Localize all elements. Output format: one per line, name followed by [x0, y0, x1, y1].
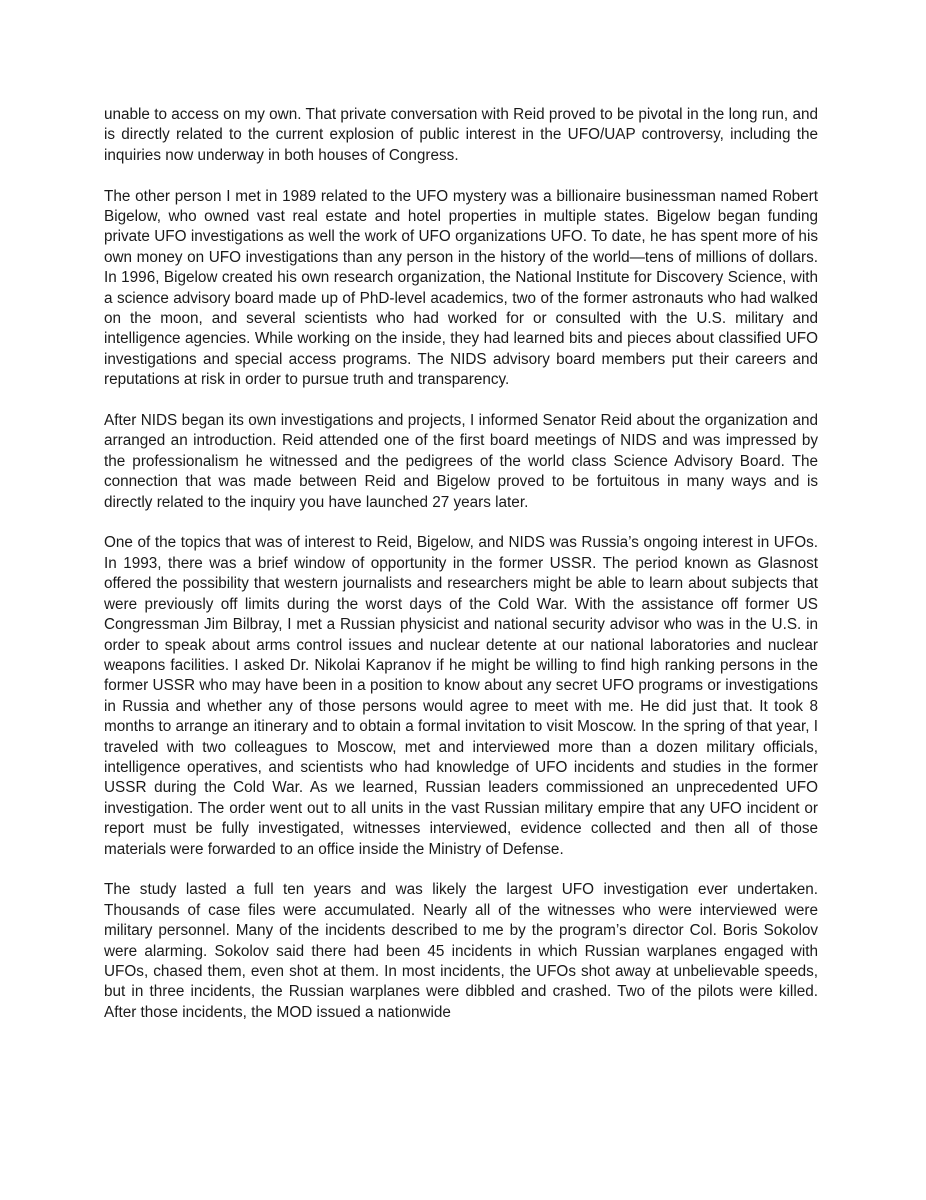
paragraph-reid-conversation: unable to access on my own. That private conversation with Reid proved to be pivotal in the long run, and is directly related to the current explosion of public interest in the UFO/UAP controversy, including the inquiries now underway in both houses of Congress.: [104, 106, 818, 164]
paragraph-bigelow: The other person I met in 1989 related to the UFO mystery was a billionaire businessman named Robert Bigelow, who owned vast real estate and hotel properties in multiple states. Bigelow began funding private UFO investigations as well the work of UFO organizations UFO. To date, he has spent more of his own money on UFO investigations than any person in the history of the world—tens of millions of dollars. In 1996, Bigelow created his own research organization, the National Institute for Discovery Science, with a science advisory board made up of PhD-level academics, two of the former astronauts who had walked on the moon, and several scientists who had worked for or consulted with the U.S. military and intelligence agencies. While working on the inside, they had learned bits and pieces about classified UFO investigations and special access programs. The NIDS advisory board members put their careers and reputations at risk in order to pursue truth and transparency.: [104, 187, 818, 389]
paragraph-nids-introduction: After NIDS began its own investigations and projects, I informed Senator Reid about the organization and arranged an introduction. Reid attended one of the first board meetings of NIDS and was impressed by the professionalism he witnessed and the pedigrees of the world class Science Advisory Board. The connection that was made between Reid and Bigelow proved to be fortuitous in many ways and is directly related to the inquiry you have launched 27 years later.: [104, 412, 818, 511]
paragraph-russian-study: The study lasted a full ten years and was likely the largest UFO investigation ever undertaken. Thousands of case files were accumulated. Nearly all of the witnesses who were interviewed were military personnel. Many of the incidents described to me by the program’s director Col. Boris Sokolov were alarming. Sokolov said there had been 45 incidents in which Russian warplanes engaged with UFOs, chased them, even shot at them. In most incidents, the UFOs shot away at unbelievable speeds, but in three incidents, the Russian warplanes were dibbled and crashed. Two of the pilots were killed. After those incidents, the MOD issued a nationwide: [104, 881, 818, 1021]
paragraph-russia-ufo-interest: One of the topics that was of interest to Reid, Bigelow, and NIDS was Russia’s ongoing interest in UFOs. In 1993, there was a brief window of opportunity in the former USSR. The period known as Glasnost offered the possibility that western journalists and researchers might be able to learn about subjects that were previously off limits during the worst days of the Cold War. With the assistance off former US Congressman Jim Bilbray, I met a Russian physicist and national security advisor who was in the U.S. in order to speak about arms control issues and nuclear detente at our national laboratories and nuclear weapons facilities. I asked Dr. Nikolai Kapranov if he might be willing to find high ranking persons in the former USSR who may have been in a position to know about any secret UFO programs or investigations in Russia and whether any of those persons would agree to meet with me. He did just that. It took 8 months to arrange an itinerary and to obtain a formal invitation to visit Moscow. In the spring of that year, I traveled with two colleagues to Moscow, met and interviewed more than a dozen military officials, intelligence operatives, and scientists who had knowledge of UFO incidents and studies in the former USSR during the Cold War. As we learned, Russian leaders commissioned an unprecedented UFO investigation. The order went out to all units in the vast Russian military empire that any UFO incident or report must be fully investigated, witnesses interviewed, evidence collected and then all of those materials were forwarded to an office inside the Ministry of Defense.: [104, 534, 818, 858]
body-text: [104, 105, 818, 1044]
